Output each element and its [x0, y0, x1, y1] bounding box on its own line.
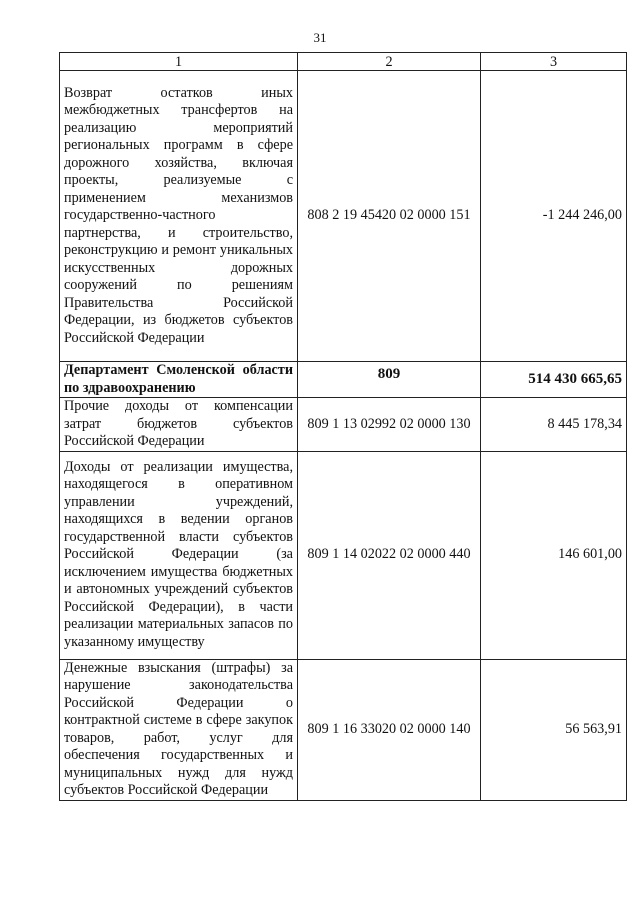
- table-row: [60, 451, 627, 659]
- department-total: 514 430 665,65: [481, 362, 627, 398]
- table-header-row: [60, 53, 627, 71]
- table-row: [60, 398, 627, 452]
- row-code: 809 1 14 02022 02 0000 440: [298, 451, 481, 659]
- row-code: 809 1 16 33020 02 0000 140: [298, 659, 481, 800]
- row-description: Прочие доходы от компенсации затрат бюджетов субъектов Российской Федерации: [60, 398, 298, 452]
- department-name: Департамент Смоленской области по здравоохранению: [60, 362, 298, 398]
- table-row-department: [60, 362, 627, 398]
- budget-revenue-table: [59, 52, 627, 801]
- row-description: Доходы от реализации имущества, находящегося в оперативном управлении учреждений, находящихся в ведении органов государственной власти субъектов Российской Федерации (за исключением имущества бюджетных и автономных учреждений субъектов Российской Федерации), в части реализации материальных запасов по указанному имуществу: [60, 451, 298, 659]
- department-code: 809: [298, 362, 481, 398]
- row-amount: 8 445 178,34: [481, 398, 627, 452]
- table-row: [60, 71, 627, 362]
- table-row: [60, 659, 627, 800]
- row-code: 809 1 13 02992 02 0000 130: [298, 398, 481, 452]
- row-description: Денежные взыскания (штрафы) за нарушение законодательства Российской Федерации о контрактной системе в сфере закупок товаров, работ, услуг для обеспечения государственных и муниципальных нужд для нужд субъектов Российской Федерации: [60, 659, 298, 800]
- header-cell-3: 3: [481, 53, 627, 71]
- row-amount: -1 244 246,00: [481, 71, 627, 362]
- row-description: Возврат остатков иных межбюджетных трансфертов на реализацию мероприятий региональных программ в сфере дорожного хозяйства, включая проекты, реализуемые с применением механизмов государственно-частного партнерства, и строительство, реконструкцию и ремонт уникальных искусственных дорожных сооружений по решениям Правительства Российской Федерации, из бюджетов субъектов Российской Федерации: [60, 71, 298, 362]
- row-amount: 146 601,00: [481, 451, 627, 659]
- row-code: 808 2 19 45420 02 0000 151: [298, 71, 481, 362]
- header-cell-1: 1: [60, 53, 298, 71]
- page-number: 31: [313, 30, 327, 45]
- row-amount: 56 563,91: [481, 659, 627, 800]
- header-cell-2: 2: [298, 53, 481, 71]
